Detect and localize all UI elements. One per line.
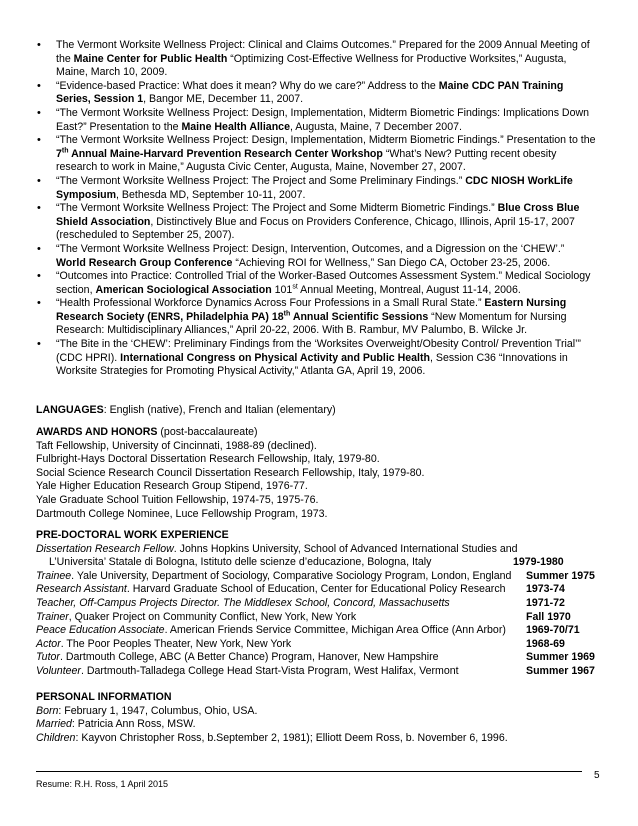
predoctoral-date: 1968-69 xyxy=(526,637,565,650)
predoctoral-description: , Quaker Project on Community Conflict, New York, New York xyxy=(68,610,357,623)
predoctoral-item xyxy=(36,651,596,665)
predoctoral-date: 1973-74 xyxy=(526,583,565,596)
predoctoral-item xyxy=(36,624,596,638)
predoctoral-item xyxy=(36,665,596,679)
presentation-text: th xyxy=(61,147,69,155)
footer-text: Resume: R.H. Ross, 1 April 2015 xyxy=(36,779,169,789)
presentation-text: Annual Scientific Sessions xyxy=(290,310,429,323)
predoctoral-role: Volunteer xyxy=(36,664,81,677)
presentation-text: CDC NIOSH WorkLife Symposium xyxy=(56,174,573,201)
predoctoral-date: Fall 1970 xyxy=(526,610,571,623)
presentation-text: “Health Professional Workforce Dynamics Across Four Professions in a Small Rural State.” xyxy=(56,297,485,310)
presentation-text: World Research Group Conference xyxy=(56,256,233,269)
awards-section xyxy=(36,426,596,521)
predoctoral-role: Dissertation Research Fellow xyxy=(36,542,174,555)
predoctoral-item xyxy=(36,583,596,597)
predoctoral-description: L’Universita’ Statale di Bologna, Istituto delle scienze d’educazione, Bologna, Italy xyxy=(49,556,432,569)
presentation-text: “Evidence-based Practice: What does it mean? Why do we care?” Address to the xyxy=(56,79,439,92)
presentation-text: “Optimizing Cost-Effective Wellness for Productive Worksites,” Augusta, Maine, March 10, 2009. xyxy=(56,52,567,79)
presentation-item xyxy=(36,270,596,297)
presentation-text: American Sociological Association xyxy=(95,283,272,296)
predoctoral-item xyxy=(36,597,596,611)
presentation-text: “The Bite in the ‘CHEW’: Preliminary Findings from the ‘Worksites Overweight/Obesity Control/ Prevention Trial’” (CDC HPRI). xyxy=(56,338,581,364)
predoctoral-role: Research Assistant xyxy=(36,583,127,596)
presentation-text: , Distinctively Blue and Focus on Providers Conference, Chicago, Illinois, April 15-17, 2007 (rescheduled to September 25, 2007). xyxy=(56,215,575,242)
presentation-text: “The Vermont Worksite Wellness Project: The Project and Some Midterm Biometric Findings.” xyxy=(56,202,498,215)
predoctoral-section xyxy=(36,529,596,679)
presentation-text: th xyxy=(283,310,291,318)
predoctoral-role: Teacher, Off-Campus Projects Director. The Middlesex School, Concord, Massachusetts xyxy=(36,596,450,609)
predoctoral-date: 1971-72 xyxy=(526,596,565,609)
bullet-icon: • xyxy=(37,106,41,119)
presentation-text: 101 xyxy=(271,283,293,296)
presentations-list xyxy=(36,39,596,379)
presentation-text: Maine CDC PAN Training Series, Session 1 xyxy=(56,79,564,106)
presentation-item xyxy=(36,202,596,243)
languages-text: : English (native), French and Italian (elementary) xyxy=(103,404,336,416)
predoctoral-description: . Harvard Graduate School of Education, Center for Educational Policy Research xyxy=(126,583,506,596)
presentation-text: “The Vermont Worksite Wellness Project: Design, Implementation, Midterm Biometric Findings.” Presentation to the xyxy=(56,134,596,147)
presentation-item xyxy=(36,134,596,175)
presentation-text: , Augusta, Maine, 7 December 2007. xyxy=(289,120,462,133)
predoctoral-role: Trainer xyxy=(36,610,69,623)
predoctoral-date: Summer 1969 xyxy=(526,651,595,664)
personal-children: Children: Kayvon Christopher Ross, b.September 2, 1981); Elliott Deem Ross, b. November 6, 1996. xyxy=(36,731,508,744)
presentation-text: “The Vermont Worksite Wellness Project: The Project and Some Preliminary Findings.” xyxy=(56,174,466,187)
presentation-text: “What’s New? Putting recent obesity research to work in Maine,” Augusta Civic Center, Augusta, Maine, November 27, 2007. xyxy=(56,147,557,174)
presentation-text: “Achieving ROI for Wellness,” San Diego CA, October 23-25, 2006. xyxy=(232,256,551,269)
presentation-text: Eastern Nursing Research Society (ENRS, Philadelphia PA) 18 xyxy=(56,297,567,323)
presentation-text: Maine Center for Public Health xyxy=(73,52,228,65)
predoctoral-date: Summer 1967 xyxy=(526,664,595,677)
presentation-text: 7 xyxy=(56,147,62,160)
predoctoral-item xyxy=(36,638,596,652)
presentation-text: , Bangor ME, December 11, 2007. xyxy=(143,93,304,106)
predoctoral-description: . American Friends Service Committee, Michigan Area Office (Ann Arbor) xyxy=(164,624,506,637)
presentation-text: Annual Maine-Harvard Prevention Research Center Workshop xyxy=(68,147,383,160)
predoctoral-item xyxy=(36,543,596,557)
page-number: 5 xyxy=(594,770,600,781)
bullet-icon: • xyxy=(37,79,41,92)
awards-subtitle: (post-baccalaureate) xyxy=(157,426,258,438)
awards-title: AWARDS AND HONORS xyxy=(36,426,158,438)
bullet-icon: • xyxy=(37,270,41,283)
presentation-item xyxy=(36,243,596,270)
predoctoral-description: . The Poor Peoples Theater, New York, New York xyxy=(60,637,292,650)
predoctoral-date: 1969-70/71 xyxy=(526,624,580,637)
award-item: Fulbright-Hays Doctoral Dissertation Research Fellowship, Italy, 1979-80. xyxy=(36,453,380,466)
presentation-text: , Session C36 “Innovations in Worksite Strategies for Promoting Physical Activity,” Atlanta GA, April 19, 2006. xyxy=(56,351,568,378)
predoctoral-title: PRE-DOCTORAL WORK EXPERIENCE xyxy=(36,529,229,541)
bullet-icon: • xyxy=(37,297,41,310)
bullet-icon: • xyxy=(37,39,41,51)
award-item: Yale Graduate School Tuition Fellowship, 1974-75, 1975-76. xyxy=(36,493,319,506)
personal-section xyxy=(36,691,596,745)
predoctoral-item xyxy=(36,570,596,584)
predoctoral-role: Peace Education Associate xyxy=(36,624,165,637)
presentation-item xyxy=(36,107,596,134)
languages-section xyxy=(36,404,596,418)
presentation-text: st xyxy=(292,283,298,291)
presentation-item xyxy=(36,175,596,202)
predoctoral-role: Trainee xyxy=(36,569,72,582)
presentation-item xyxy=(36,297,596,338)
bullet-icon: • xyxy=(37,202,41,215)
presentation-text: Annual Meeting, Montreal, August 11-14, 2006. xyxy=(297,283,521,296)
presentation-text: “Outcomes into Practice: Controlled Trial of the Worker-Based Outcomes Assessment System.” Medical Sociology section, xyxy=(56,270,591,296)
presentation-text: Maine Health Alliance xyxy=(181,120,290,133)
predoctoral-description: . Dartmouth College, ABC (A Better Chance) Program, Hanover, New Hampshire xyxy=(59,651,439,664)
presentation-text: “New Momentum for Nursing Research: Multidisciplinary Alliances,” April 20-22, 2006. With B. Rambur, MV Palumbo, B. Wilcke Jr. xyxy=(56,310,567,337)
presentation-text: Blue Cross Blue Shield Association xyxy=(56,202,580,228)
predoctoral-description: . Dartmouth-Talladega College Head Start-Vista Program, West Halifax, Vermont xyxy=(80,664,459,677)
presentation-text: “The Vermont Worksite Wellness Project: Design, Implementation, Midterm Biometric Findings: Implications Down East?” Presentation to the xyxy=(56,106,590,133)
predoctoral-role: Tutor xyxy=(36,651,60,664)
presentation-text: The Vermont Worksite Wellness Project: Clinical and Claims Outcomes.” Prepared for the 2009 Annual Meeting of the xyxy=(56,39,590,65)
award-item: Taft Fellowship, University of Cincinnati, 1988-89 (declined). xyxy=(36,439,317,452)
presentation-item xyxy=(36,338,596,379)
bullet-icon: • xyxy=(37,134,41,147)
bullet-icon: • xyxy=(37,174,41,187)
predoctoral-description: . Yale University, Department of Sociology, Comparative Sociology Program, London, England xyxy=(71,569,512,582)
footer-divider xyxy=(36,771,582,772)
presentation-text: , Bethesda MD, September 10-11, 2007. xyxy=(116,188,306,201)
languages-label: LANGUAGES xyxy=(36,404,104,416)
predoctoral-date: 1979-1980 xyxy=(513,556,564,569)
predoctoral-item xyxy=(36,611,596,625)
predoctoral-list xyxy=(36,543,596,679)
presentation-item xyxy=(36,39,596,80)
predoctoral-item-continued xyxy=(36,556,596,570)
predoctoral-role: Actor xyxy=(36,637,61,650)
award-item: Yale Higher Education Research Group Stipend, 1976-77. xyxy=(36,480,308,493)
presentation-text: International Congress on Physical Activity and Public Health xyxy=(120,351,430,364)
presentation-item xyxy=(36,80,596,107)
predoctoral-description: . Johns Hopkins University, School of Advanced International Studies and xyxy=(173,542,518,555)
bullet-icon: • xyxy=(37,242,41,255)
bullet-icon: • xyxy=(37,338,41,351)
award-item: Social Science Research Council Dissertation Research Fellowship, Italy, 1979-80. xyxy=(36,466,425,479)
predoctoral-date: Summer 1975 xyxy=(526,569,595,582)
personal-title: PERSONAL INFORMATION xyxy=(36,691,172,703)
presentation-text: “The Vermont Worksite Wellness Project: Design, Intervention, Outcomes, and a Digression on the ‘CHEW’.” xyxy=(56,242,565,255)
personal-born: Born: February 1, 1947, Columbus, Ohio, USA. xyxy=(36,704,258,717)
award-item: Dartmouth College Nominee, Luce Fellowship Program, 1973. xyxy=(36,507,328,520)
personal-married: Married: Patricia Ann Ross, MSW. xyxy=(36,718,196,731)
